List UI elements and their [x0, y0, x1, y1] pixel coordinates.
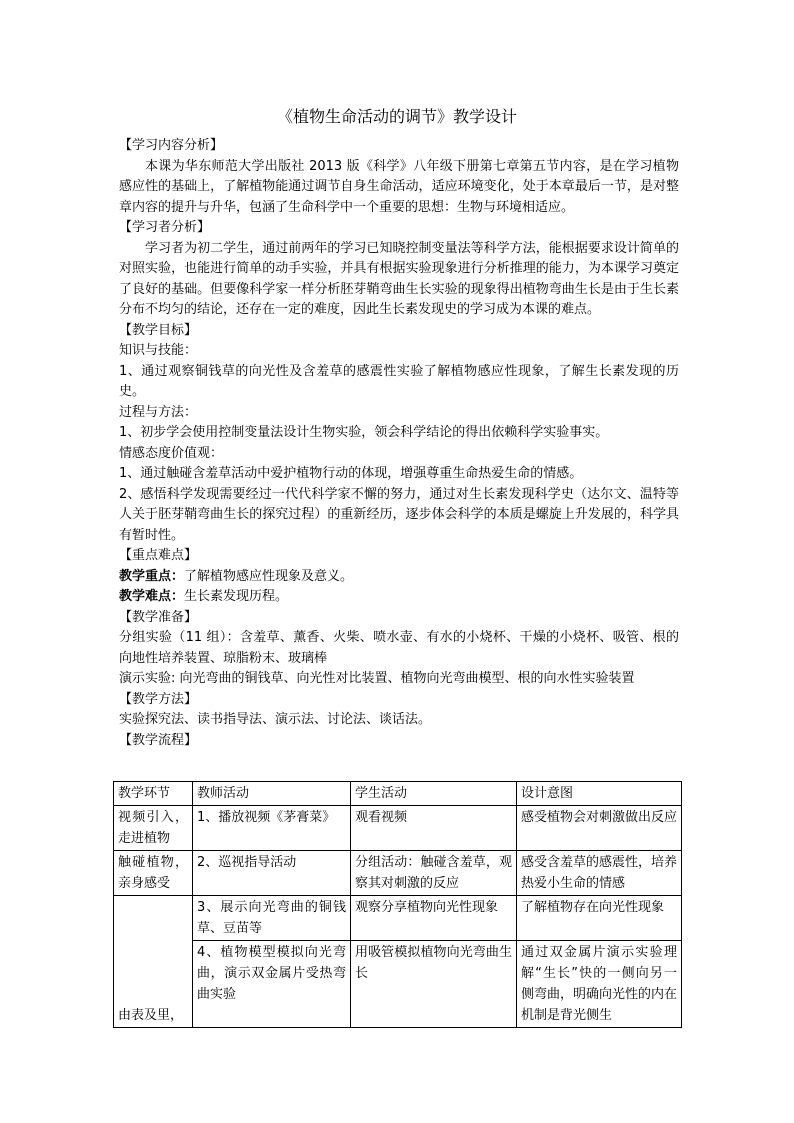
table-header-cell: 教师活动 [193, 782, 351, 806]
attitude-item-2: 2、感悟科学发现需要经过一代代科学家不懈的努力，通过对生长素发现科学史（达尔文、温特等人关于胚芽鞘弯曲生长的探究过程）的重新经历，逐步体会科学的本质是螺旋上升发展的，科学具有暂时性。 [119, 486, 679, 543]
key-point-text: 了解植物感应性现象及意义。 [184, 568, 354, 584]
knowledge-label: 知识与技能： [119, 343, 198, 358]
teacher-activity-cell: 4、植物模型模拟向光弯曲，演示双金属片受热弯曲实验 [193, 941, 351, 1028]
attitude-item-1: 1、通过触碰含羞草活动中爱护植物行动的体现，增强尊重生命热爱生命的情感。 [119, 466, 583, 481]
attitude-label: 情感态度价值观： [119, 445, 224, 461]
section-heading-objectives: 【教学目标】 [119, 322, 198, 338]
document-body [119, 136, 679, 751]
table-row [114, 896, 682, 941]
teacher-activity-cell: 3、展示向光弯曲的铜钱草、豆苗等 [193, 896, 351, 941]
table-header-row [114, 782, 682, 806]
stage-cell: 触碰植物，亲身感受 [114, 851, 193, 896]
section-heading-preparation: 【教学准备】 [119, 609, 198, 625]
table-header-cell: 学生活动 [351, 782, 517, 806]
table-row [114, 941, 682, 1028]
knowledge-item-1: 1、通过观察铜钱草的向光性及含羞草的感震性实验了解植物感应性现象，了解生长素发现的历史。 [119, 363, 679, 399]
table-header-cell: 教学环节 [114, 782, 193, 806]
methods-text: 实验探究法、读书指导法、演示法、讨论法、谈话法。 [119, 712, 432, 727]
stage-cell: 由表及里， [114, 896, 193, 1028]
table-row [114, 851, 682, 896]
design-intent-cell: 通过双金属片演示实验理解“生长”快的一侧向另一侧弯曲，明确向光性的内在机制是背光侧生 [517, 941, 682, 1028]
design-intent-cell: 感受含羞草的感震性，培养热爱小生命的情感 [517, 851, 682, 896]
table-header-cell: 设计意图 [517, 782, 682, 806]
teacher-activity-cell: 1、播放视频《茅膏菜》 [193, 806, 351, 851]
student-activity-cell: 观察分享植物向光性现象 [351, 896, 517, 941]
design-intent-cell: 了解植物存在向光性现象 [517, 896, 682, 941]
difficulty-line [119, 587, 679, 608]
section-heading-content-analysis: 【学习内容分析】 [119, 138, 224, 153]
student-activity-cell: 观看视频 [351, 806, 517, 851]
difficulty-label: 教学难点： [119, 589, 185, 604]
process-label: 过程与方法： [119, 404, 198, 420]
section-heading-learner-analysis: 【学习者分析】 [119, 220, 211, 235]
key-point-line [119, 567, 679, 588]
document-title: 《植物生命活动的调节》教学设计 [276, 107, 517, 126]
teaching-flow-table [113, 781, 682, 1028]
key-point-label: 教学重点： [119, 568, 185, 584]
student-activity-cell: 用吸管模拟植物向光弯曲生长 [351, 941, 517, 1028]
learner-analysis-text: 学习者为初二学生，通过前两年的学习已知晓控制变量法等科学方法，能根据要求设计简单的对照实验，也能进行简单的动手实验，并具有根据实验现象进行分析推理的能力，为本课学习奠定了良好的基础。但要像科学家一样分析胚芽鞘弯曲生长实验的现象得出植物弯曲生长是由于生长素分布不均匀的结论，还存在一定的难度，因此生长素发现史的学习成为本课的难点。 [119, 240, 679, 317]
difficulty-text: 生长素发现历程。 [184, 589, 289, 604]
section-heading-flow: 【教学流程】 [119, 732, 198, 748]
teacher-activity-cell: 2、巡视指导活动 [193, 851, 351, 896]
process-item-1: 1、初步学会使用控制变量法设计生物实验，领会科学结论的得出依赖科学实验事实。 [119, 425, 609, 440]
demo-experiment-text: 演示实验: 向光弯曲的铜钱草、向光性对比装置、植物向光弯曲模型、根的向水性实验装置 [119, 671, 635, 686]
table-row [114, 806, 682, 851]
content-analysis-text: 本课为华东师范大学出版社 2013 版《科学》八年级下册第七章第五节内容，是在学习植物感应性的基础上，了解植物能通过调节自身生命活动，适应环境变化，处于本章最后一节，是对整章内容的提升与升华，包涵了生命科学中一个重要的思想：生物与环境相适应。 [119, 158, 679, 215]
group-experiment-text: 分组实验（11 组）：含羞草、薰香、火柴、喷水壶、有水的小烧杯、干燥的小烧杯、吸管、根的向地性培养装置、琼脂粉末、玻璃棒 [119, 630, 679, 666]
student-activity-cell: 分组活动：触碰含羞草，观察其对刺激的反应 [351, 851, 517, 896]
section-heading-methods: 【教学方法】 [119, 691, 198, 707]
stage-cell: 视频引入，走进植物 [114, 806, 193, 851]
design-intent-cell: 感受植物会对刺激做出反应 [517, 806, 682, 851]
section-heading-key-points: 【重点难点】 [119, 548, 198, 563]
